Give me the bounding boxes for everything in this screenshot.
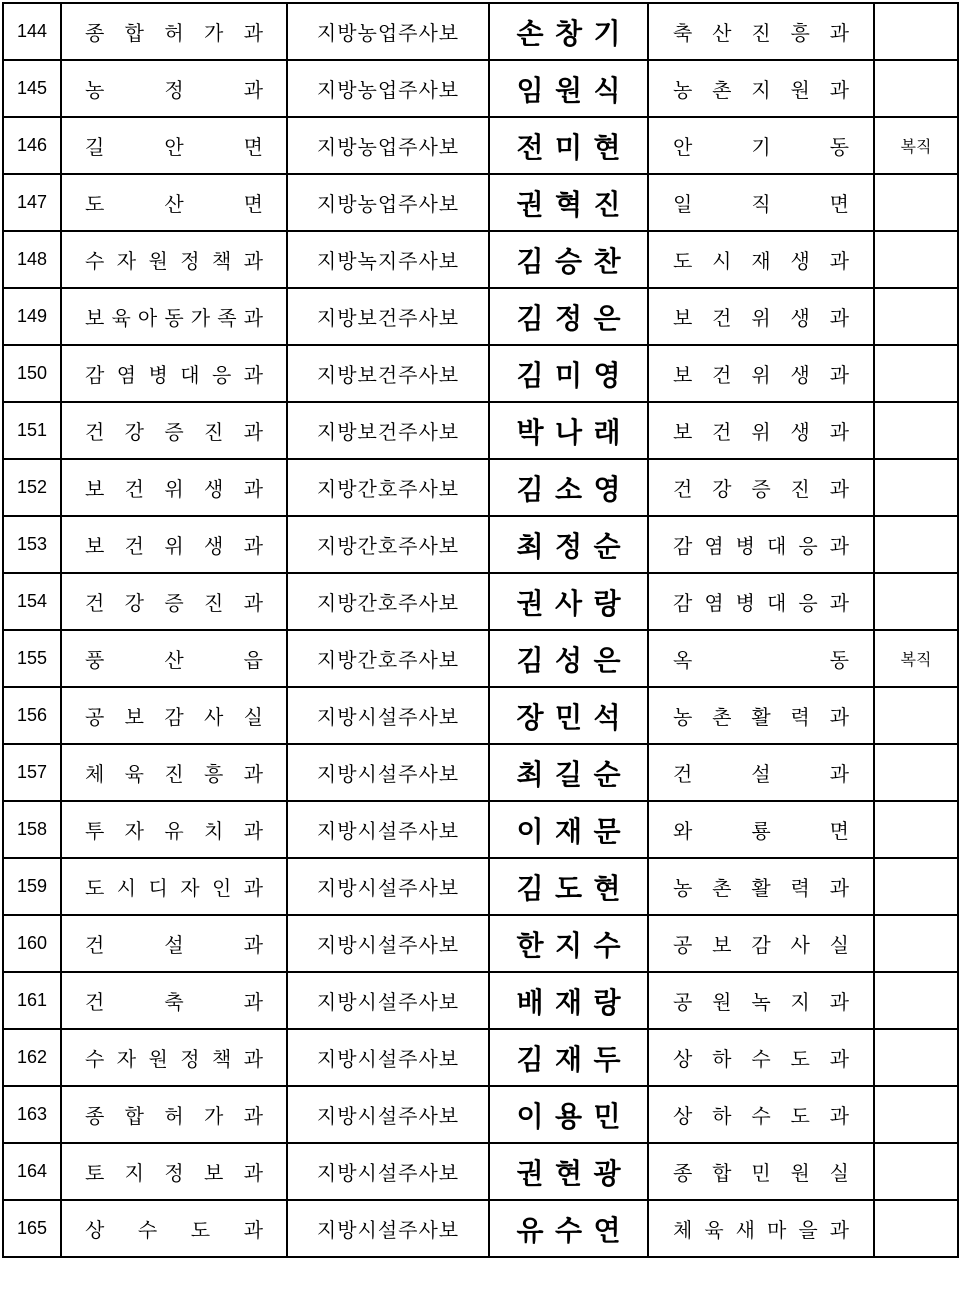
table-row (3, 288, 958, 345)
new-department (648, 288, 874, 345)
remark (874, 858, 958, 915)
new-department-text: 공 보 감 사 실 (673, 933, 849, 957)
table-row (3, 1086, 958, 1143)
new-department (648, 915, 874, 972)
previous-department (61, 231, 287, 288)
new-department-text: 농 촌 활 력 과 (673, 705, 849, 729)
remark (874, 60, 958, 117)
previous-department-text: 보 건 위 생 과 (85, 477, 263, 501)
row-number: 156 (3, 687, 61, 744)
previous-department (61, 573, 287, 630)
job-rank: 지방보건주사보 (287, 345, 489, 402)
previous-department (61, 801, 287, 858)
remark (874, 345, 958, 402)
remark (874, 1200, 958, 1257)
new-department-text: 보 건 위 생 과 (673, 306, 849, 330)
remark (874, 573, 958, 630)
employee-name: 임 원 식 (516, 73, 621, 107)
employee-name: 김 재 두 (516, 1042, 621, 1076)
job-rank: 지방시설주사보 (287, 972, 489, 1029)
table-row (3, 516, 958, 573)
remark (874, 174, 958, 231)
new-department-text: 도 시 재 생 과 (673, 249, 849, 273)
employee-name-cell (489, 858, 648, 915)
table-row (3, 972, 958, 1029)
previous-department (61, 60, 287, 117)
previous-department-text: 도 산 면 (85, 192, 263, 216)
new-department-text: 축 산 진 흥 과 (673, 21, 849, 45)
job-rank: 지방시설주사보 (287, 1200, 489, 1257)
row-number: 146 (3, 117, 61, 174)
new-department-text: 옥 동 (673, 648, 849, 672)
employee-name: 김 도 현 (516, 871, 621, 905)
new-department-text: 보 건 위 생 과 (673, 363, 849, 387)
row-number: 162 (3, 1029, 61, 1086)
previous-department-text: 농 정 과 (85, 78, 263, 102)
employee-name-cell (489, 630, 648, 687)
previous-department (61, 3, 287, 60)
remark (874, 402, 958, 459)
job-rank: 지방시설주사보 (287, 1143, 489, 1200)
new-department (648, 1086, 874, 1143)
previous-department (61, 516, 287, 573)
previous-department (61, 288, 287, 345)
new-department (648, 117, 874, 174)
new-department-text: 안 기 동 (673, 135, 849, 159)
previous-department (61, 402, 287, 459)
employee-name: 이 용 민 (516, 1099, 621, 1133)
previous-department-text: 종 합 허 가 과 (85, 21, 263, 45)
new-department (648, 630, 874, 687)
new-department-text: 감 염 병 대 응 과 (673, 591, 849, 615)
table-row (3, 345, 958, 402)
job-rank: 지방녹지주사보 (287, 231, 489, 288)
previous-department-text: 도 시 디 자 인 과 (85, 876, 263, 900)
previous-department (61, 174, 287, 231)
remark: 복직 (874, 630, 958, 687)
previous-department-text: 감 염 병 대 응 과 (85, 363, 263, 387)
job-rank: 지방시설주사보 (287, 1029, 489, 1086)
remark (874, 1029, 958, 1086)
employee-name-cell (489, 459, 648, 516)
row-number: 154 (3, 573, 61, 630)
table-row (3, 858, 958, 915)
job-rank: 지방보건주사보 (287, 402, 489, 459)
new-department-text: 농 촌 활 력 과 (673, 876, 849, 900)
row-number: 161 (3, 972, 61, 1029)
table-row (3, 231, 958, 288)
employee-name-cell (489, 744, 648, 801)
employee-name: 배 재 랑 (516, 985, 621, 1019)
row-number: 145 (3, 60, 61, 117)
employee-name: 전 미 현 (516, 130, 621, 164)
employee-name: 한 지 수 (516, 928, 621, 962)
new-department-text: 종 합 민 원 실 (673, 1161, 849, 1185)
new-department (648, 858, 874, 915)
job-rank: 지방시설주사보 (287, 1086, 489, 1143)
table-row (3, 402, 958, 459)
new-department-text: 건 강 증 진 과 (673, 477, 849, 501)
employee-name-cell (489, 345, 648, 402)
previous-department (61, 630, 287, 687)
remark (874, 801, 958, 858)
row-number: 151 (3, 402, 61, 459)
job-rank: 지방보건주사보 (287, 288, 489, 345)
job-rank: 지방간호주사보 (287, 516, 489, 573)
employee-name-cell (489, 402, 648, 459)
new-department (648, 801, 874, 858)
table-row (3, 801, 958, 858)
new-department-text: 감 염 병 대 응 과 (673, 534, 849, 558)
new-department-text: 상 하 수 도 과 (673, 1047, 849, 1071)
table-row (3, 573, 958, 630)
previous-department-text: 토 지 정 보 과 (85, 1161, 263, 1185)
table-row (3, 1143, 958, 1200)
employee-name: 최 길 순 (516, 757, 621, 791)
employee-name: 김 정 은 (516, 301, 621, 335)
new-department (648, 231, 874, 288)
table-row (3, 459, 958, 516)
remark (874, 288, 958, 345)
new-department-text: 와 룡 면 (673, 819, 849, 843)
row-number: 165 (3, 1200, 61, 1257)
new-department-text: 건 설 과 (673, 762, 849, 786)
new-department (648, 744, 874, 801)
job-rank: 지방시설주사보 (287, 858, 489, 915)
previous-department-text: 건 축 과 (85, 990, 263, 1014)
job-rank: 지방시설주사보 (287, 915, 489, 972)
job-rank: 지방시설주사보 (287, 801, 489, 858)
row-number: 148 (3, 231, 61, 288)
previous-department-text: 건 강 증 진 과 (85, 420, 263, 444)
employee-name: 유 수 연 (516, 1213, 621, 1247)
table-row (3, 60, 958, 117)
new-department (648, 573, 874, 630)
previous-department (61, 915, 287, 972)
row-number: 144 (3, 3, 61, 60)
new-department (648, 1200, 874, 1257)
previous-department-text: 상 수 도 과 (85, 1218, 263, 1242)
new-department-text: 공 원 녹 지 과 (673, 990, 849, 1014)
job-rank: 지방농업주사보 (287, 3, 489, 60)
new-department-text: 농 촌 지 원 과 (673, 78, 849, 102)
previous-department (61, 1143, 287, 1200)
row-number: 147 (3, 174, 61, 231)
table-row (3, 3, 958, 60)
job-rank: 지방간호주사보 (287, 630, 489, 687)
table-row (3, 117, 958, 174)
remark (874, 972, 958, 1029)
previous-department (61, 1200, 287, 1257)
new-department (648, 516, 874, 573)
remark (874, 744, 958, 801)
row-number: 164 (3, 1143, 61, 1200)
new-department (648, 459, 874, 516)
remark (874, 231, 958, 288)
employee-name-cell (489, 915, 648, 972)
remark (874, 516, 958, 573)
table-row (3, 1029, 958, 1086)
employee-name-cell (489, 231, 648, 288)
remark (874, 687, 958, 744)
row-number: 155 (3, 630, 61, 687)
previous-department (61, 744, 287, 801)
new-department (648, 687, 874, 744)
table-row (3, 630, 958, 687)
previous-department (61, 858, 287, 915)
previous-department (61, 1086, 287, 1143)
row-number: 150 (3, 345, 61, 402)
table-row (3, 915, 958, 972)
employee-name-cell (489, 516, 648, 573)
job-rank: 지방시설주사보 (287, 744, 489, 801)
previous-department-text: 수 자 원 정 책 과 (85, 1047, 263, 1071)
employee-name-cell (489, 60, 648, 117)
personnel-roster-table (2, 2, 959, 1258)
employee-name-cell (489, 573, 648, 630)
new-department (648, 3, 874, 60)
employee-name: 김 승 찬 (516, 244, 621, 278)
row-number: 152 (3, 459, 61, 516)
job-rank: 지방간호주사보 (287, 459, 489, 516)
employee-name-cell (489, 117, 648, 174)
employee-name-cell (489, 3, 648, 60)
remark (874, 1086, 958, 1143)
table-row (3, 1200, 958, 1257)
previous-department (61, 972, 287, 1029)
employee-name: 이 재 문 (516, 814, 621, 848)
previous-department-text: 건 설 과 (85, 933, 263, 957)
previous-department-text: 길 안 면 (85, 135, 263, 159)
row-number: 159 (3, 858, 61, 915)
job-rank: 지방농업주사보 (287, 174, 489, 231)
new-department (648, 972, 874, 1029)
employee-name: 박 나 래 (516, 415, 621, 449)
employee-name: 최 정 순 (516, 529, 621, 563)
new-department-text: 상 하 수 도 과 (673, 1104, 849, 1128)
previous-department-text: 종 합 허 가 과 (85, 1104, 263, 1128)
employee-name: 권 현 광 (516, 1156, 621, 1190)
remark (874, 1143, 958, 1200)
employee-name-cell (489, 972, 648, 1029)
remark (874, 3, 958, 60)
roster-body (3, 3, 958, 1257)
employee-name-cell (489, 801, 648, 858)
row-number: 160 (3, 915, 61, 972)
employee-name-cell (489, 174, 648, 231)
previous-department (61, 117, 287, 174)
new-department (648, 1029, 874, 1086)
employee-name-cell (489, 687, 648, 744)
employee-name: 손 창 기 (516, 16, 621, 50)
new-department (648, 345, 874, 402)
previous-department-text: 건 강 증 진 과 (85, 591, 263, 615)
employee-name-cell (489, 1143, 648, 1200)
previous-department (61, 345, 287, 402)
row-number: 153 (3, 516, 61, 573)
new-department (648, 402, 874, 459)
new-department (648, 1143, 874, 1200)
new-department-text: 일 직 면 (673, 192, 849, 216)
table-row (3, 687, 958, 744)
new-department-text: 보 건 위 생 과 (673, 420, 849, 444)
row-number: 157 (3, 744, 61, 801)
previous-department-text: 공 보 감 사 실 (85, 705, 263, 729)
table-row (3, 744, 958, 801)
job-rank: 지방간호주사보 (287, 573, 489, 630)
row-number: 149 (3, 288, 61, 345)
employee-name-cell (489, 288, 648, 345)
employee-name: 권 혁 진 (516, 187, 621, 221)
remark (874, 915, 958, 972)
employee-name: 장 민 석 (516, 700, 621, 734)
previous-department (61, 687, 287, 744)
remark (874, 459, 958, 516)
employee-name-cell (489, 1200, 648, 1257)
employee-name: 김 미 영 (516, 358, 621, 392)
employee-name-cell (489, 1086, 648, 1143)
new-department (648, 60, 874, 117)
new-department-text: 체 육 새 마 을 과 (673, 1218, 849, 1242)
previous-department-text: 체 육 진 흥 과 (85, 762, 263, 786)
previous-department-text: 투 자 유 치 과 (85, 819, 263, 843)
new-department (648, 174, 874, 231)
row-number: 158 (3, 801, 61, 858)
employee-name: 김 성 은 (516, 643, 621, 677)
previous-department-text: 보 건 위 생 과 (85, 534, 263, 558)
previous-department-text: 보 육 아 동 가 족 과 (85, 306, 263, 330)
previous-department (61, 459, 287, 516)
job-rank: 지방농업주사보 (287, 117, 489, 174)
job-rank: 지방시설주사보 (287, 687, 489, 744)
employee-name: 권 사 랑 (516, 586, 621, 620)
previous-department (61, 1029, 287, 1086)
row-number: 163 (3, 1086, 61, 1143)
job-rank: 지방농업주사보 (287, 60, 489, 117)
employee-name: 김 소 영 (516, 472, 621, 506)
remark: 복직 (874, 117, 958, 174)
employee-name-cell (489, 1029, 648, 1086)
previous-department-text: 풍 산 읍 (85, 648, 263, 672)
previous-department-text: 수 자 원 정 책 과 (85, 249, 263, 273)
table-row (3, 174, 958, 231)
